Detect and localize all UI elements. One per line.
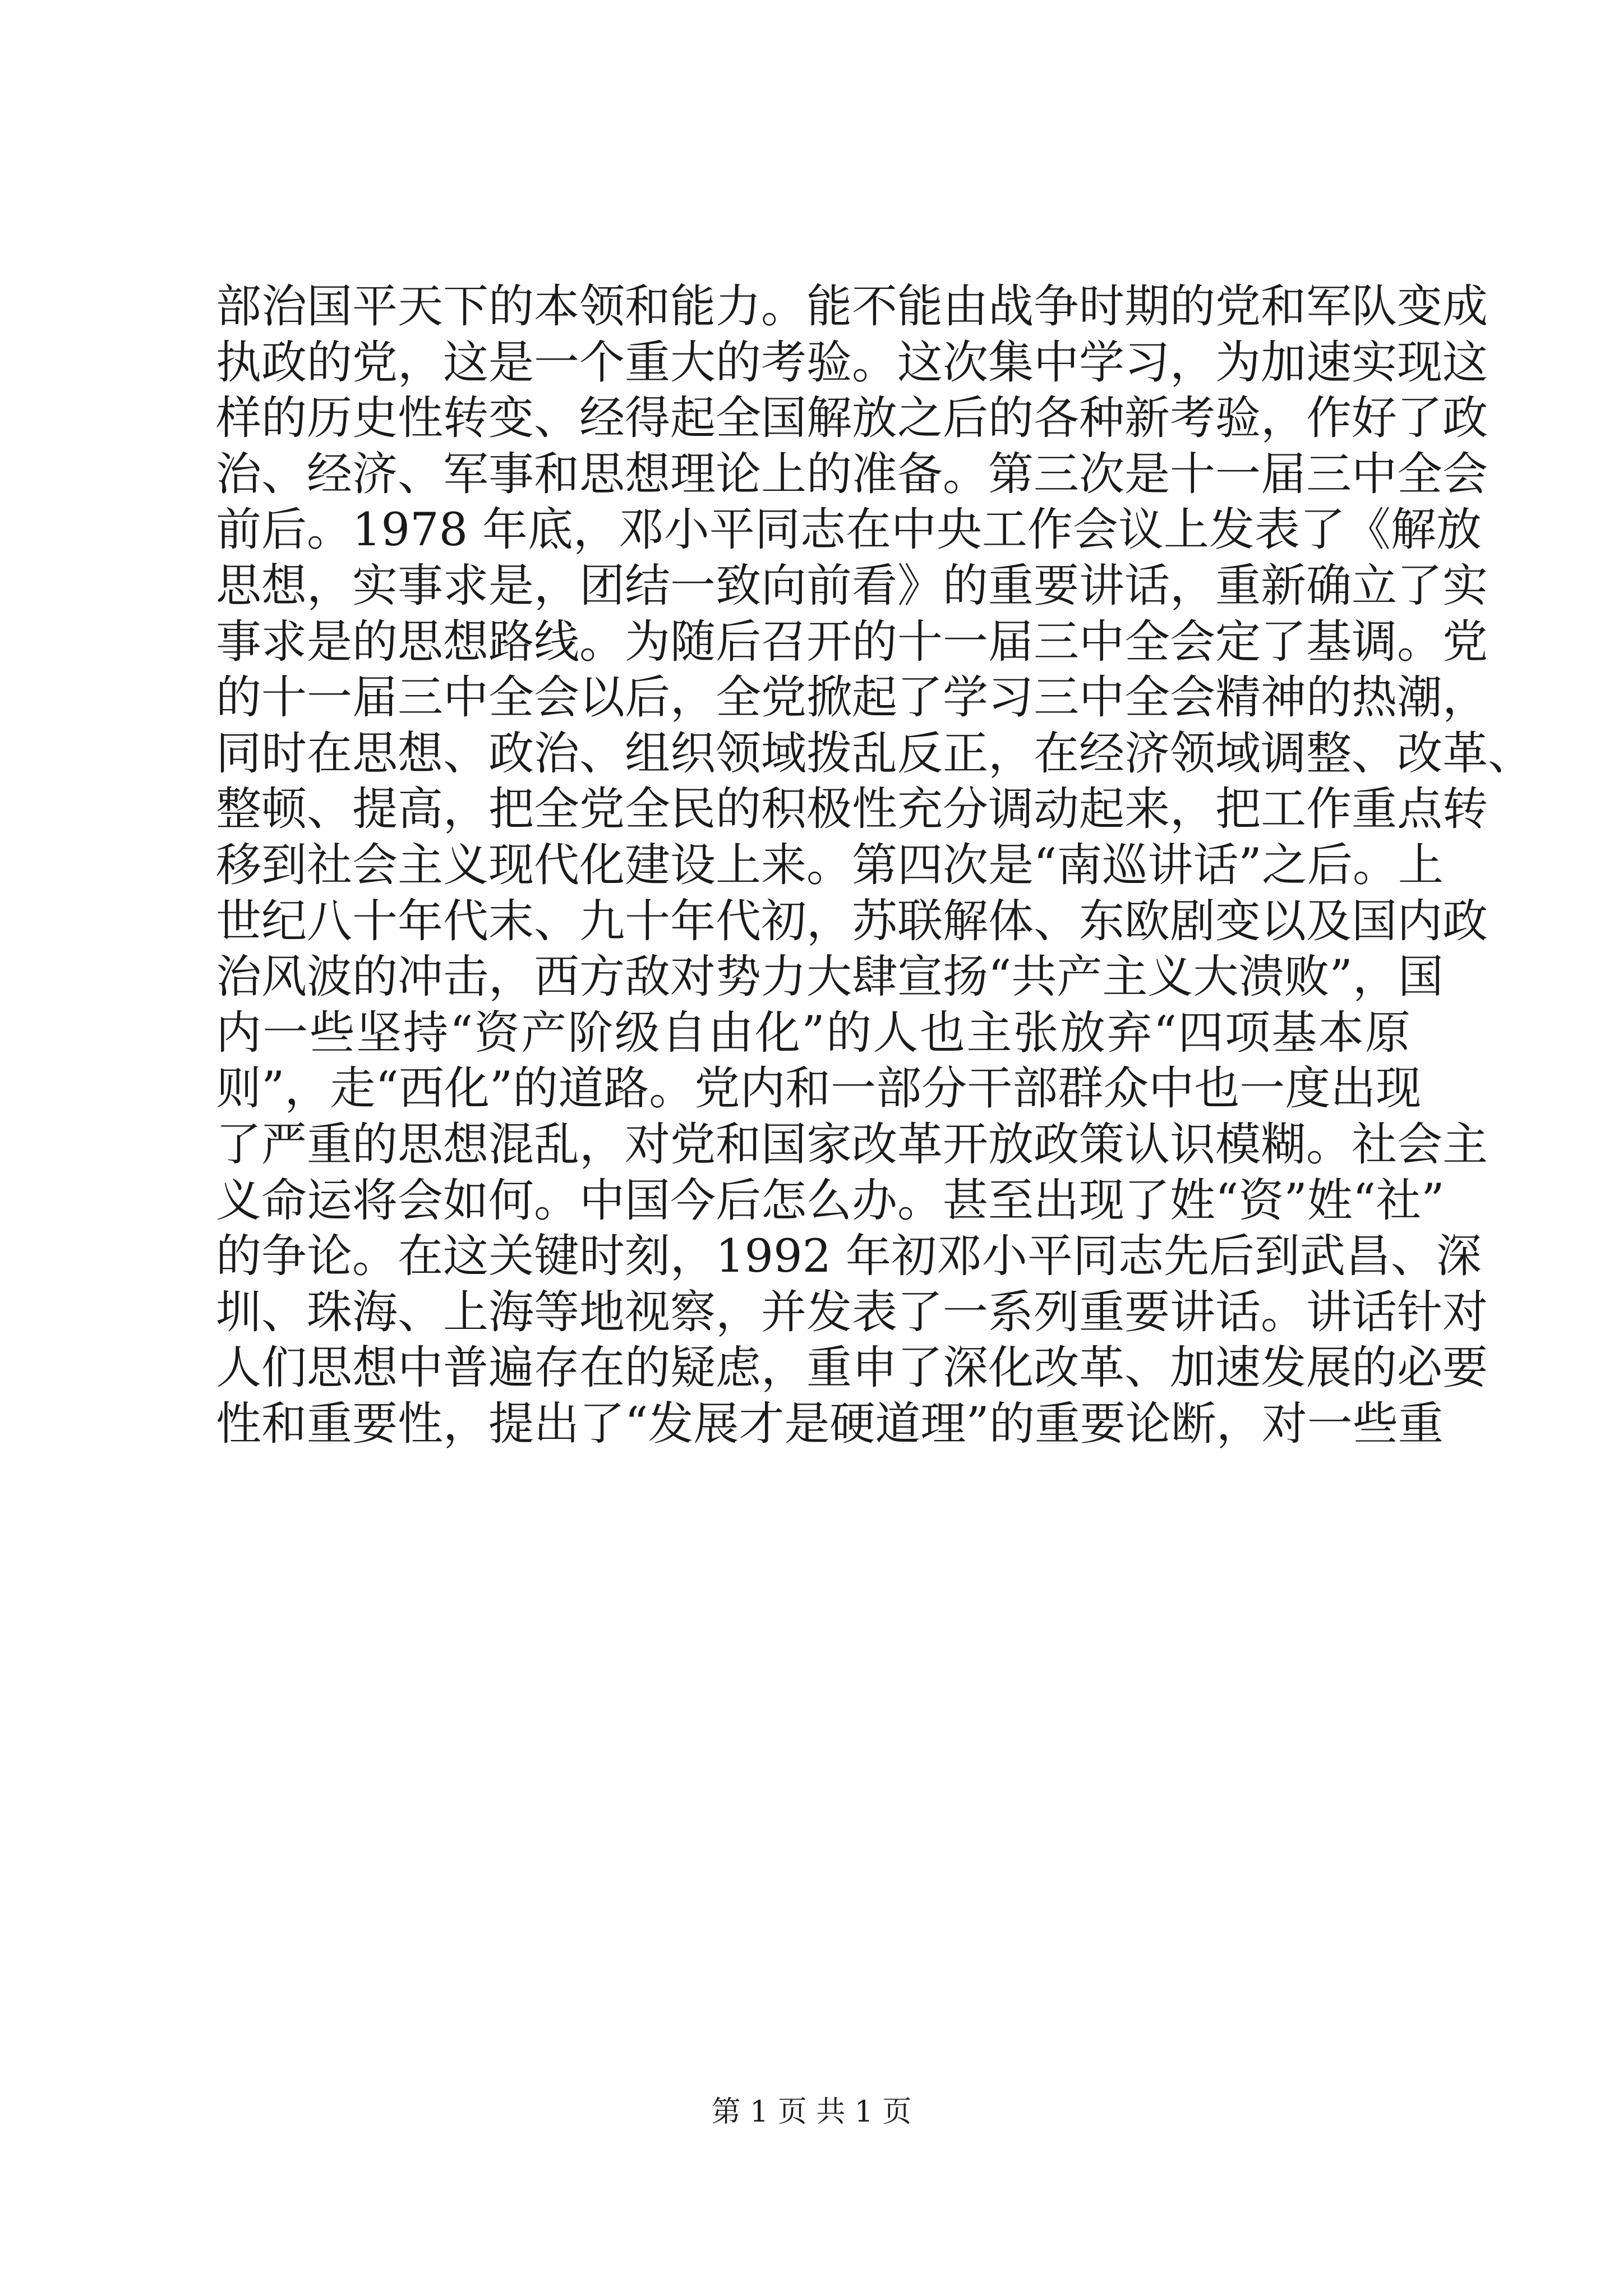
body-line: 同时在思想、政治、组织领域拨乱反正，在经济领域调整、改革、 xyxy=(216,727,1534,780)
body-line: 的十一届三中全会以后，全党掀起了学习三中全会精神的热潮， xyxy=(216,671,1488,725)
body-line: 的争论。在这关键时刻，1992 年初邓小平同志先后到武昌、深 xyxy=(216,1230,1482,1283)
body-line: 事求是的思想路线。为随后召开的十一届三中全会定了基调。党 xyxy=(216,615,1488,669)
body-line: 内一些坚持“资产阶级自由化”的人也主张放弃“四项基本原 xyxy=(216,1006,1410,1060)
body-line: 人们思想中普遍存在的疑虑，重申了深化改革、加速发展的必要 xyxy=(216,1342,1488,1395)
body-text xyxy=(216,279,1534,1452)
body-line: 部治国平天下的本领和能力。能不能由战争时期的党和军队变成 xyxy=(216,280,1488,333)
body-line: 移到社会主义现代化建设上来。第四次是“南巡讲话”之后。上 xyxy=(216,839,1444,892)
page-number-footer: 第 1 页 共 1 页 xyxy=(711,2095,912,2129)
body-line: 思想，实事求是，团结一致向前看》的重要讲话，重新确立了实 xyxy=(216,559,1488,613)
body-line: 义命运将会如何。中国今后怎么办。甚至出现了姓“资”姓“社” xyxy=(216,1174,1445,1227)
body-line: 了严重的思想混乱，对党和国家改革开放政策认识模糊。社会主 xyxy=(216,1118,1488,1171)
body-line: 治、经济、军事和思想理论上的准备。第三次是十一届三中全会 xyxy=(216,448,1488,501)
body-line: 执政的党，这是一个重大的考验。这次集中学习，为加速实现这 xyxy=(216,336,1488,389)
body-line: 则”，走“西化”的道路。党内和一部分干部群众中也一度出现 xyxy=(216,1062,1422,1116)
body-line: 样的历史性转变、经得起全国解放之后的各种新考验，作好了政 xyxy=(216,392,1488,445)
body-line: 世纪八十年代末、九十年代初，苏联解体、东欧剧变以及国内政 xyxy=(216,895,1488,948)
body-line: 整顿、提高，把全党全民的积极性充分调动起来，把工作重点转 xyxy=(216,783,1488,836)
body-line: 前后。1978 年底，邓小平同志在中央工作会议上发表了《解放 xyxy=(216,504,1482,557)
body-line: 圳、珠海、上海等地视察，并发表了一系列重要讲话。讲话针对 xyxy=(216,1286,1488,1339)
body-line: 性和重要性，提出了“发展才是硬道理”的重要论断，对一些重 xyxy=(216,1397,1444,1451)
body-line: 治风波的冲击，西方敌对势力大肆宣扬“共产主义大溃败”，国 xyxy=(216,951,1444,1004)
